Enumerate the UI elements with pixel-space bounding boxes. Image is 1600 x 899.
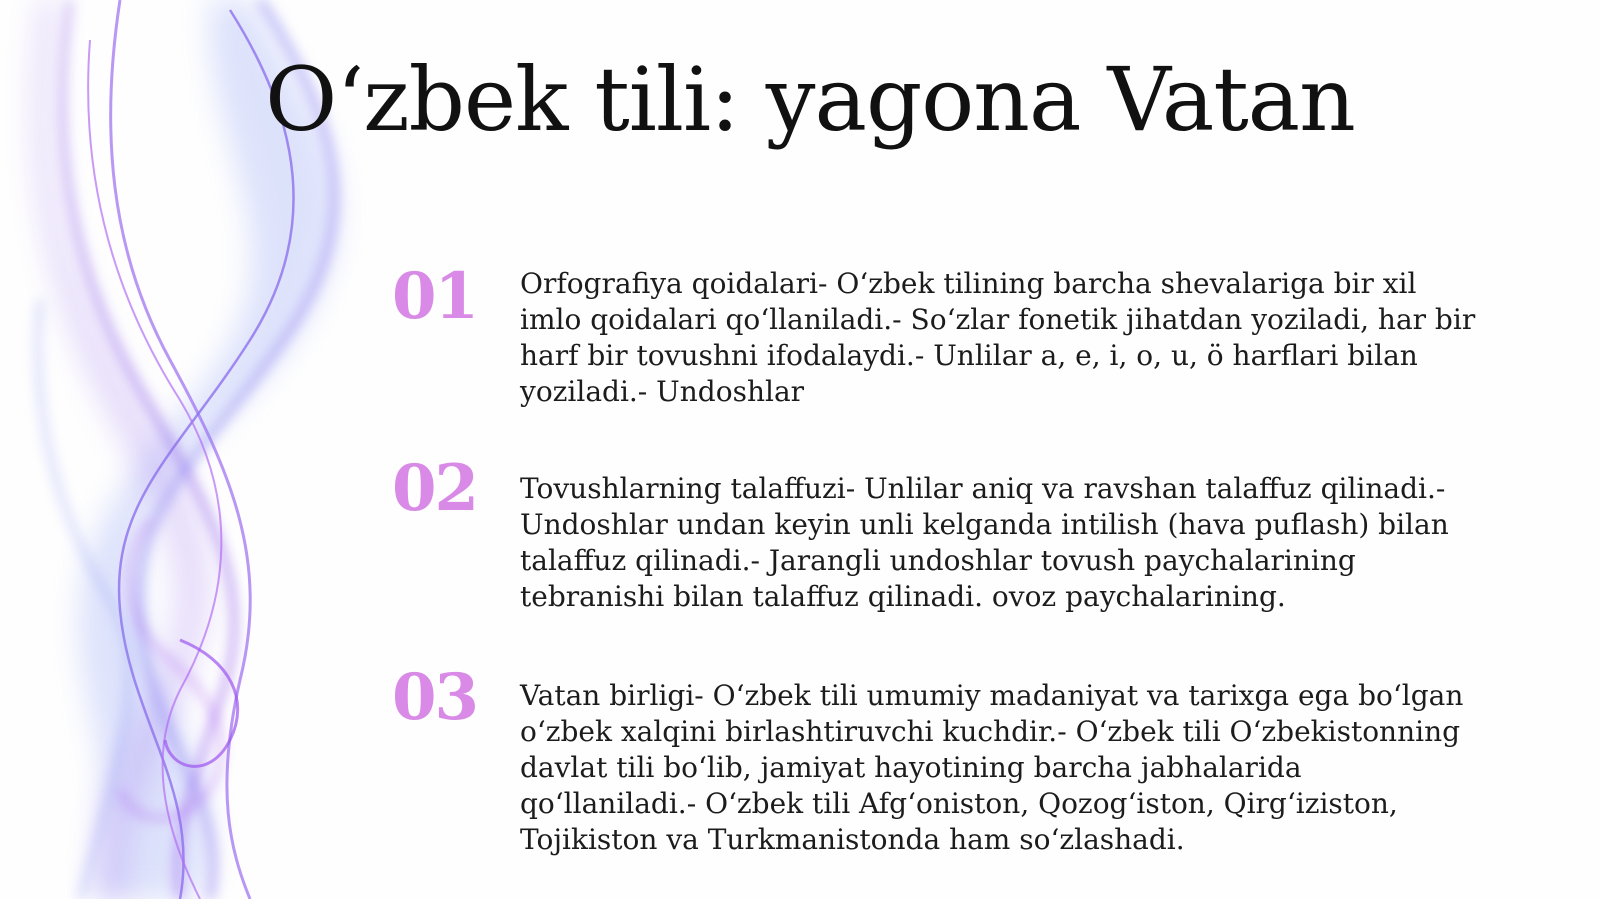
item-number: 02: [392, 451, 478, 526]
item-text: Vatan birligi- O‘zbek tili umumiy madaniyat va tarixga ega bo‘lgan o‘zbek xalqini birlashtiruvchi kuchdir.- O‘zbek tili O‘zbekistonning davlat tili bo‘lib, jamiyat hayotining barcha jabhalarida qo‘llaniladi.- O‘zbek tili Afg‘oniston, Qozog‘iston, Qirg‘iziston, Tojikiston va Turkmanistonda ham so‘zlashadi.: [520, 679, 1464, 856]
item-text: Tovushlarning talaffuzi- Unlilar aniq va ravshan talaffuz qilinadi.- Undoshlar undan keyin unli kelganda intilish (hava puflash) bilan talaffuz qilinadi.- Jarangli undoshlar tovush paychalarining tebranishi bilan talaffuz qilinadi. ovoz paychalarining.: [520, 472, 1449, 613]
item-text: Orfografiya qoidalari- O‘zbek tilining barcha shevalariga bir xil imlo qoidalari qo‘llaniladi.- So‘zlar fonetik jihatdan yoziladi, har bir harf bir tovushni ifodalaydi.- Unlilar a, e, i, o, u, ö harflari bilan yoziladi.- Undoshlar: [520, 267, 1476, 408]
item-number: 03: [392, 660, 478, 735]
slide-title: O‘zbek tili: yagona Vatan: [265, 48, 1355, 151]
item-number: 01: [392, 259, 478, 334]
